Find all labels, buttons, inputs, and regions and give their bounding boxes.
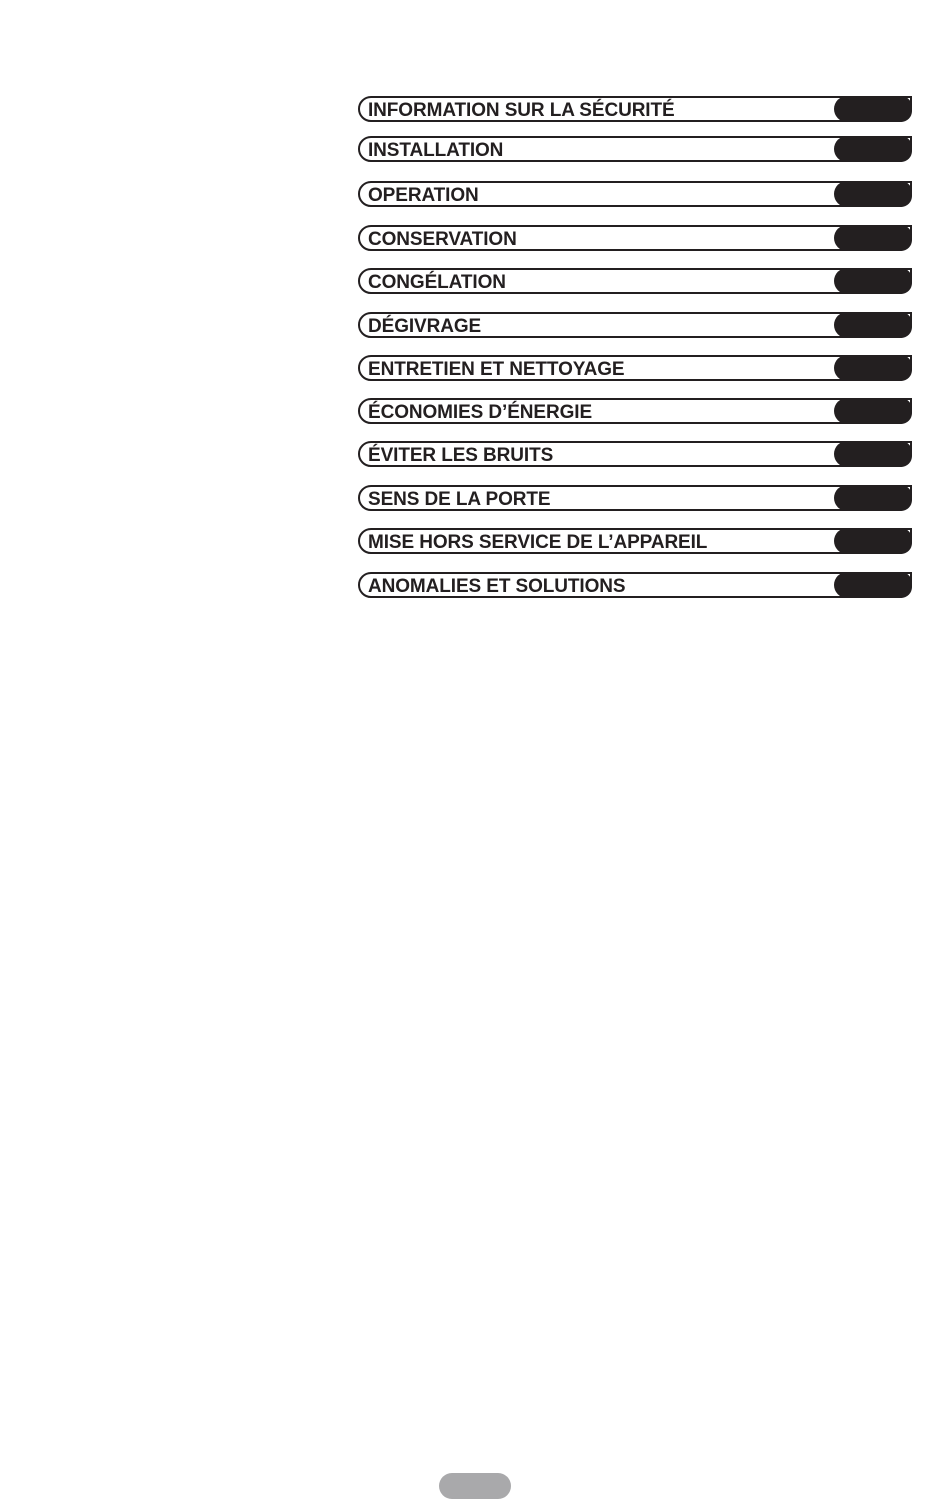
toc-page-tab [834,268,912,294]
toc-entry-bruits[interactable] [358,441,912,467]
toc-page-tab [834,225,912,251]
toc-entry-label: CONSERVATION [368,229,517,250]
toc-entry-porte[interactable] [358,485,912,511]
toc-page-tab [834,96,912,122]
toc-entry-label: ÉCONOMIES D’ÉNERGIE [368,402,593,423]
toc-page-tab [834,181,912,207]
toc-page-tab [834,441,912,467]
toc-entry-securite[interactable] [358,96,912,122]
toc-entry-label: OPERATION [368,185,479,206]
toc-entry-anomalies[interactable] [358,572,912,598]
toc-entry-label: DÉGIVRAGE [368,316,482,337]
toc-page-tab [834,312,912,338]
page-number-badge [439,1473,511,1499]
toc-page-tab [834,136,912,162]
toc-entry-conservation[interactable] [358,225,912,251]
toc-entry-label: ÉVITER LES BRUITS [368,445,554,466]
toc-entry-label: MISE HORS SERVICE DE L’APPAREIL [368,532,708,553]
toc-entry-label: INSTALLATION [368,140,504,161]
toc-entry-label: INFORMATION SUR LA SÉCURITÉ [368,100,675,121]
toc-entry-label: ANOMALIES ET SOLUTIONS [368,576,626,597]
toc-entry-label: CONGÉLATION [368,272,506,293]
toc-entry-hors-service[interactable] [358,528,912,554]
toc-page-tab [834,572,912,598]
toc-page-tab [834,355,912,381]
toc-entry-economies[interactable] [358,398,912,424]
toc-entry-operation[interactable] [358,181,912,207]
toc-page-tab [834,528,912,554]
toc-entry-congelation[interactable] [358,268,912,294]
toc-entry-installation[interactable] [358,136,912,162]
toc-entry-entretien[interactable] [358,355,912,381]
toc-page-tab [834,398,912,424]
toc-entry-degivrage[interactable] [358,312,912,338]
toc-entry-label: SENS DE LA PORTE [368,489,551,510]
toc-entry-label: ENTRETIEN ET NETTOYAGE [368,359,625,380]
toc-page-tab [834,485,912,511]
